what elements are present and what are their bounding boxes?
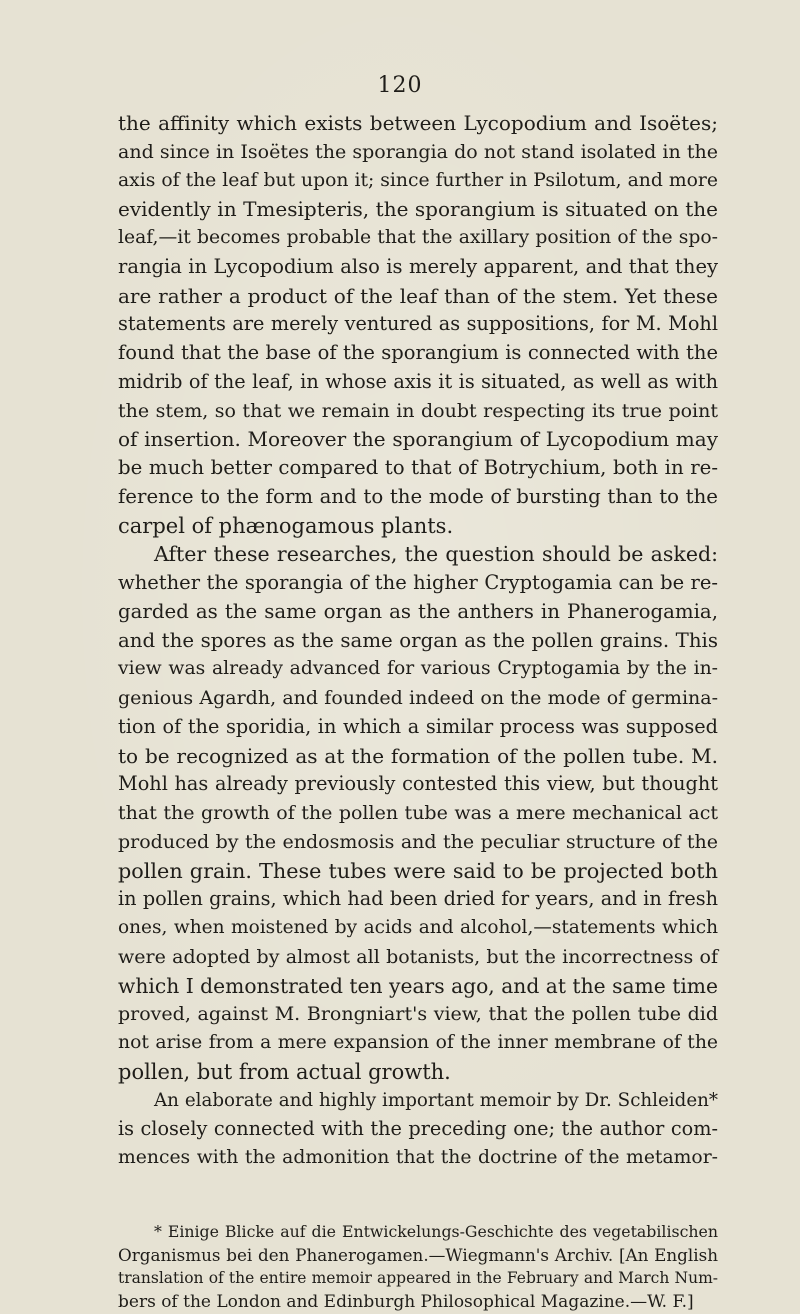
text-line: axis of the leaf but upon it; since further in Psilotum, and more bbox=[118, 169, 718, 191]
text-line: the affinity which exists between Lycopodium and Isoëtes; bbox=[118, 111, 718, 135]
text-line: ference to the form and to the mode of bursting than to the bbox=[118, 484, 718, 508]
text-line: are rather a product of the leaf than of the stem. Yet these bbox=[118, 283, 718, 308]
text-line: ones, when moistened by acids and alcohol,—statements which bbox=[118, 917, 718, 938]
text-line: mences with the admonition that the doctrine of the metamor- bbox=[118, 1147, 718, 1168]
text-line: and since in Isoëtes the sporangia do not stand isolated in the bbox=[118, 140, 718, 163]
text-line: Mohl has already previously contested this view, but thought bbox=[118, 772, 718, 796]
text-line: leaf,—it becomes probable that the axillary position of the spo- bbox=[118, 227, 718, 248]
text-line: tion of the sporidia, in which a similar process was supposed bbox=[118, 714, 718, 738]
text-line: were adopted by almost all botanists, but the incorrectness of bbox=[118, 945, 718, 968]
text-line: midrib of the leaf, in whose axis it is situated, as well as with bbox=[118, 369, 718, 393]
text-line: evidently in Tmesipteris, the sporangium is situated on the bbox=[118, 197, 718, 222]
text-line: view was already advanced for various Cryptogamia by the in- bbox=[118, 658, 718, 680]
text-line: rangia in Lycopodium also is merely apparent, and that they bbox=[118, 254, 718, 278]
footnote bbox=[118, 1220, 718, 1314]
page-number: 120 bbox=[377, 73, 423, 98]
text-line: pollen grain. These tubes were said to be projected both bbox=[118, 858, 718, 883]
text-line: which I demonstrated ten years ago, and at the same time bbox=[118, 973, 718, 998]
text-line: statements are merely ventured as suppositions, for M. Mohl bbox=[118, 312, 718, 336]
footnote-line: bers of the London and Edinburgh Philosophical Magazine.—W. F.] bbox=[118, 1291, 694, 1312]
body-text bbox=[118, 109, 718, 1173]
text-line: be much better compared to that of Botrychium, both in re- bbox=[118, 456, 718, 479]
text-line: the stem, so that we remain in doubt respecting its true point bbox=[118, 399, 718, 422]
text-line: whether the sporangia of the higher Cryptogamia can be re- bbox=[118, 571, 718, 594]
text-line: produced by the endosmosis and the peculiar structure of the bbox=[118, 830, 718, 853]
text-line: genious Agardh, and founded indeed on the mode of germina- bbox=[118, 687, 718, 709]
text-line: in pollen grains, which had been dried for years, and in fresh bbox=[118, 887, 718, 911]
text-line: carpel of phænogamous plants. bbox=[118, 513, 454, 538]
text-line: An elaborate and highly important memoir by Dr. Schleiden* bbox=[154, 1089, 718, 1111]
text-line: After these researches, the question should be asked: bbox=[154, 542, 718, 567]
text-line: of insertion. Moreover the sporangium of Lycopodium may bbox=[118, 427, 718, 452]
text-line: is closely connected with the preceding one; the author com- bbox=[118, 1117, 718, 1141]
text-line: garded as the same organ as the anthers in Phanerogamia, bbox=[118, 599, 718, 623]
footnote-line: Organismus bei den Phanerogamen.—Wiegmann's Archiv. [An English bbox=[118, 1244, 718, 1265]
text-line: to be recognized as at the formation of the pollen tube. M. bbox=[118, 743, 718, 768]
text-line: proved, against M. Brongniart's view, that the pollen tube did bbox=[118, 1003, 718, 1026]
footnote-line: * Einige Blicke auf die Entwickelungs-Geschichte des vegetabilischen bbox=[154, 1222, 718, 1241]
footnote-line: translation of the entire memoir appeared in the February and March Num- bbox=[118, 1269, 718, 1287]
text-line: that the growth of the pollen tube was a mere mechanical act bbox=[118, 802, 718, 824]
text-line: not arise from a mere expansion of the inner membrane of the bbox=[118, 1032, 718, 1053]
text-line: pollen, but from actual growth. bbox=[118, 1059, 451, 1084]
text-line: found that the base of the sporangium is connected with the bbox=[118, 341, 718, 364]
text-line: and the spores as the same organ as the pollen grains. This bbox=[118, 628, 718, 652]
